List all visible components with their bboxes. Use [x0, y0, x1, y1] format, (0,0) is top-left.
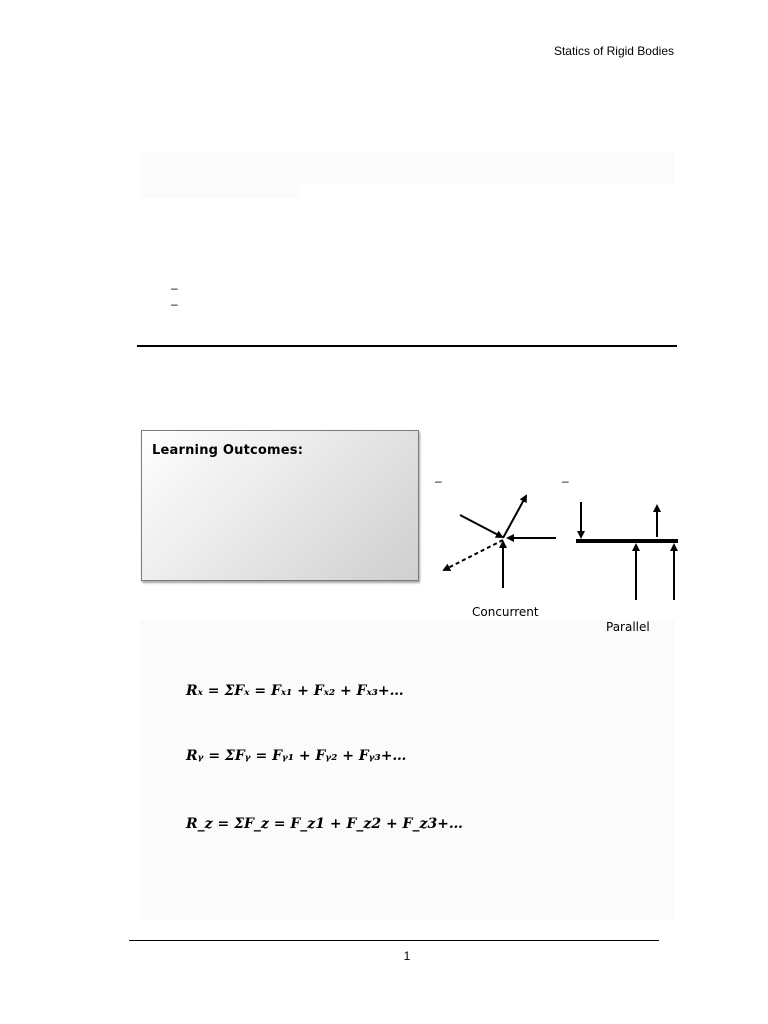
concurrent-label: Concurrent: [472, 605, 539, 619]
intro-dash: –: [171, 297, 178, 311]
equation-rz: [186, 816, 463, 832]
faint-block: [140, 152, 675, 184]
concurrent-force-diagram: [444, 496, 556, 588]
equation-ry: [186, 748, 406, 764]
intro-dash: –: [171, 281, 178, 295]
parallel-label: Parallel: [606, 620, 650, 634]
learning-outcomes-title: Learning Outcomes:: [152, 443, 304, 458]
equation-text: Rᵧ = ΣFᵧ = Fᵧ₁ + Fᵧ₂ + Fᵧ₃+…: [186, 748, 407, 764]
force-systems-diagram: [430, 470, 678, 640]
page-number: 1: [403, 949, 411, 963]
figure-dash: –: [435, 474, 442, 488]
parallel-force-diagram: [576, 502, 678, 600]
faint-block: [140, 620, 675, 920]
figure-dash: –: [562, 474, 569, 488]
learning-outcomes-box: [141, 430, 419, 581]
header-title: Statics of Rigid Bodies: [553, 44, 674, 58]
faint-block: [140, 184, 300, 198]
equation-text: Rₓ = ΣFₓ = Fₓ₁ + Fₓ₂ + Fₓ₃+…: [186, 683, 404, 699]
section-divider: [137, 345, 677, 347]
equation-text: R_z = ΣF_z = F_z1 + F_z2 + F_z3+…: [186, 816, 463, 832]
equation-rx: [186, 683, 404, 699]
footer-divider: [129, 940, 659, 941]
